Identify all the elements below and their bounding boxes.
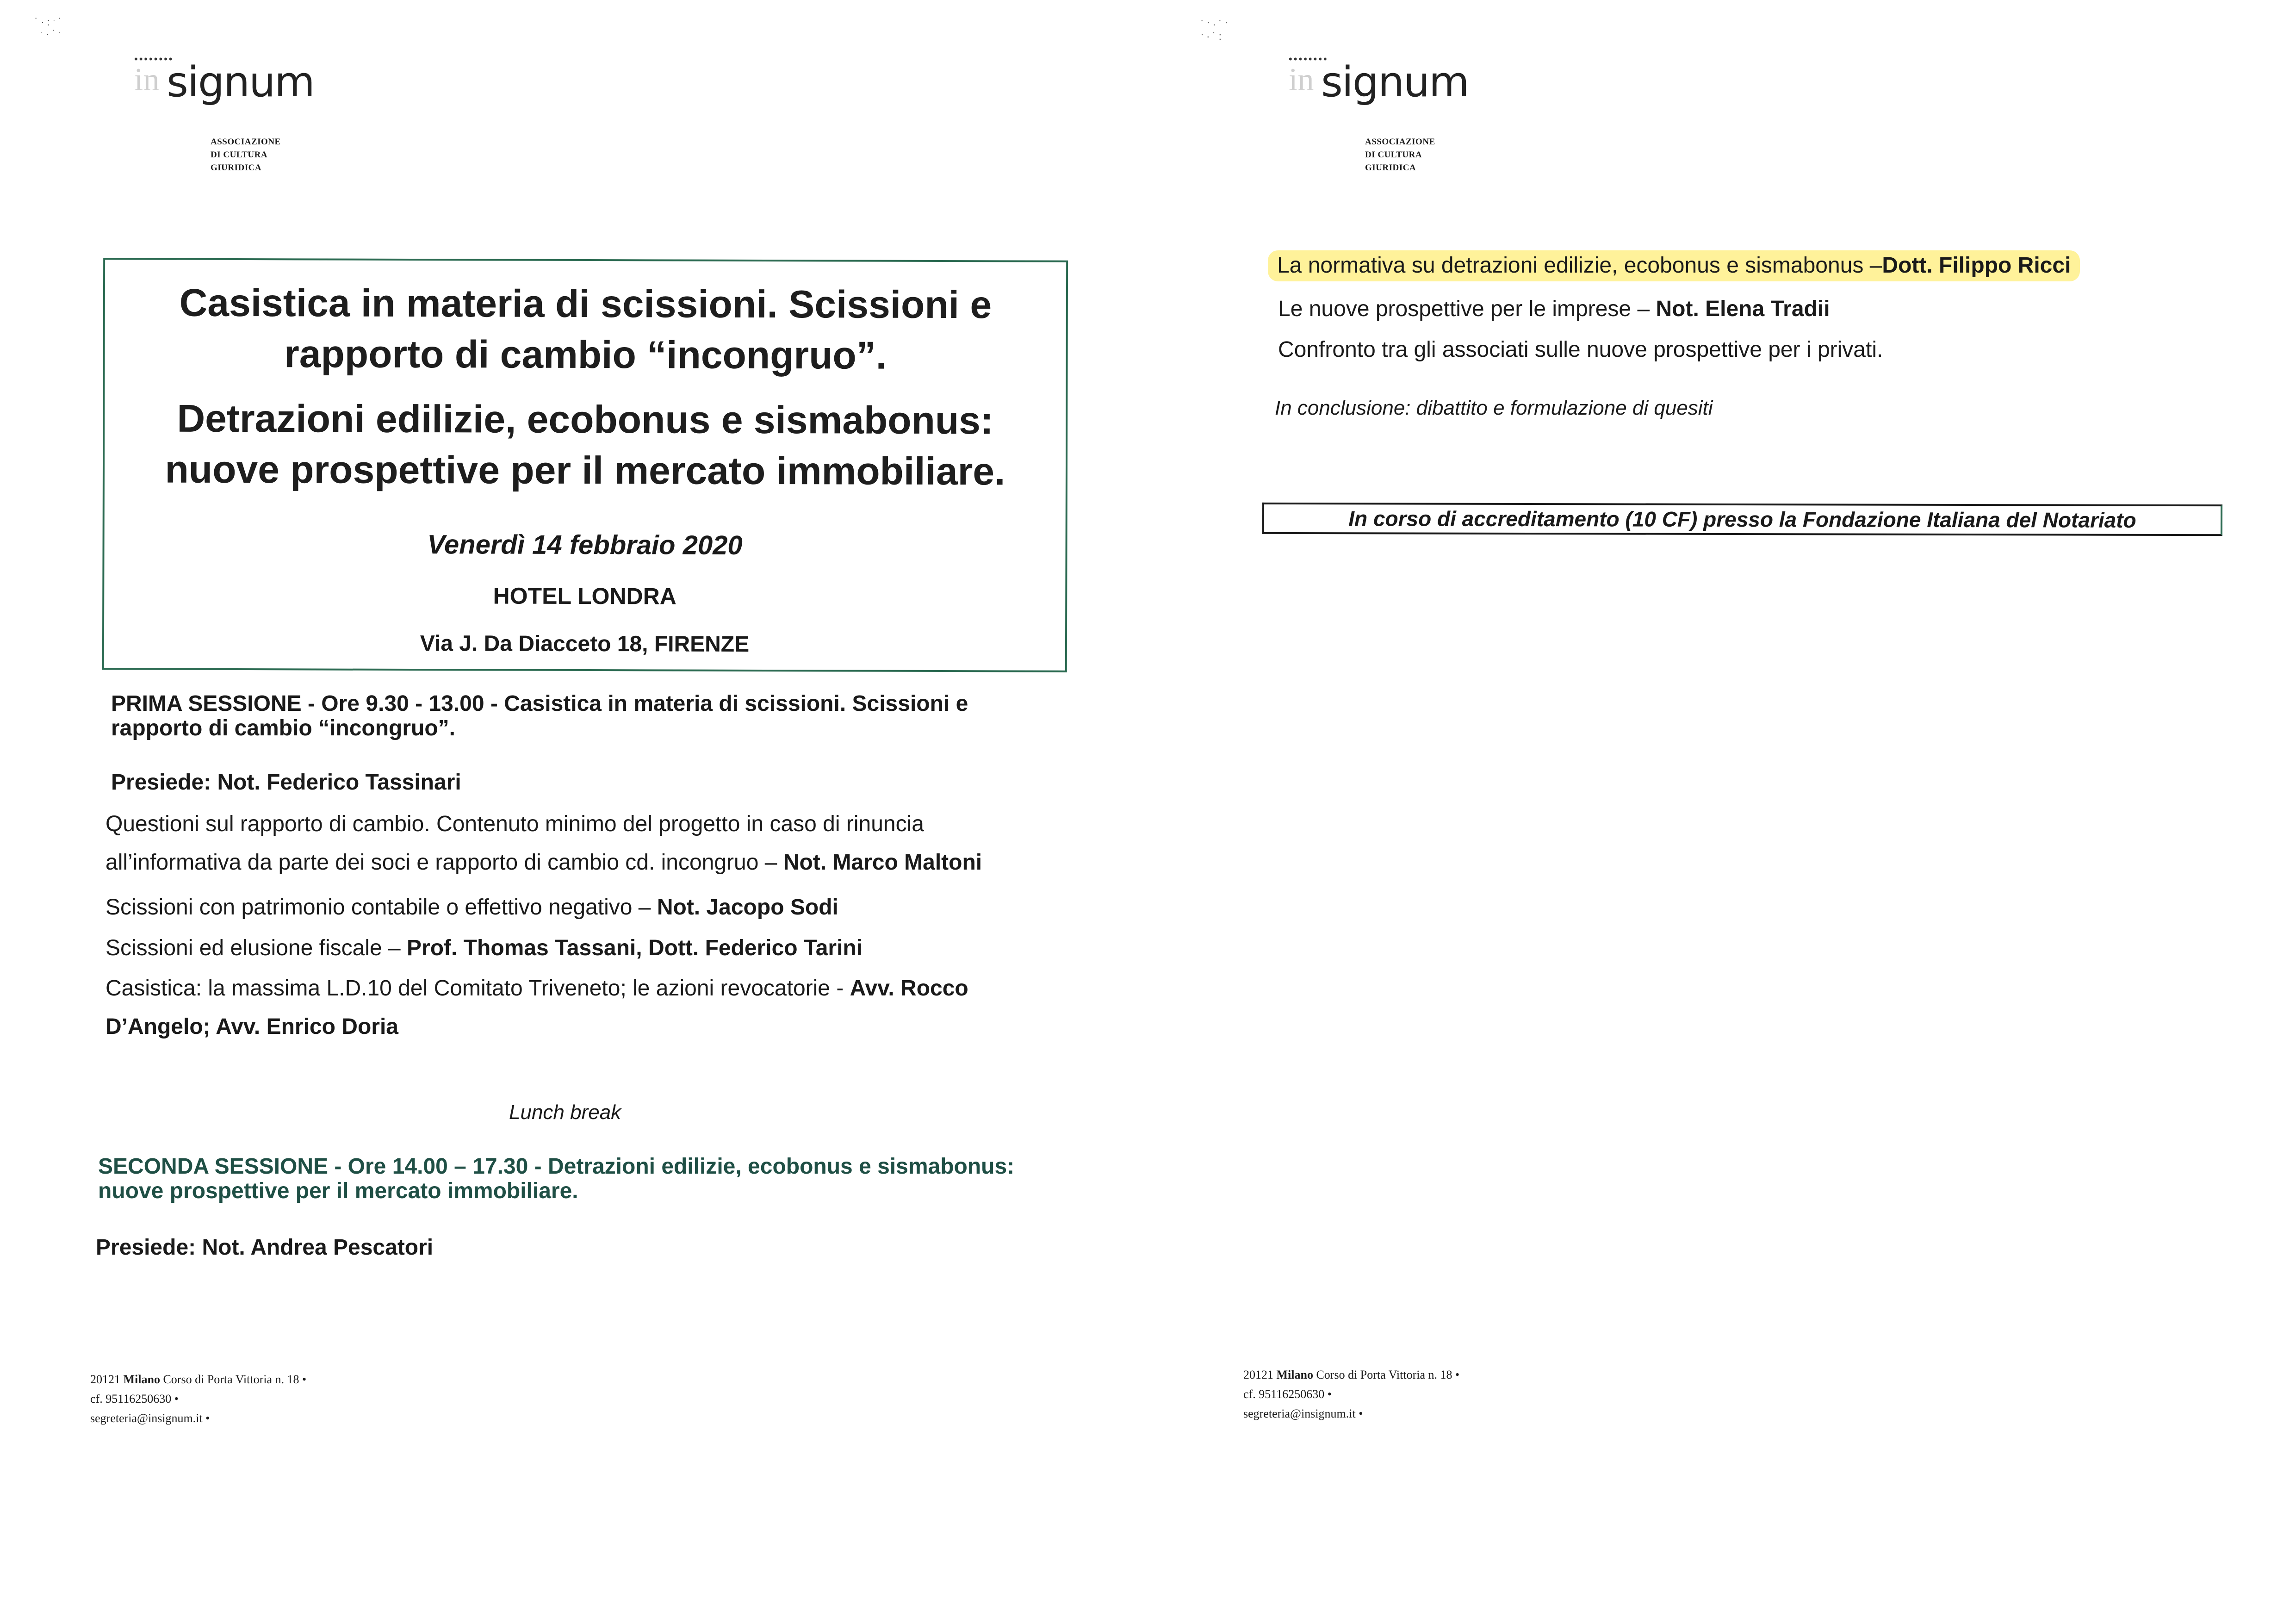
right-item1 <box>1268 254 2080 278</box>
event-date: Venerdì 14 febbraio 2020 <box>427 529 743 560</box>
session1-chair: Presiede: Not. Federico Tassinari <box>111 770 461 795</box>
footer-zip: 20121 <box>90 1373 124 1386</box>
left-footer <box>90 1370 306 1428</box>
footer-street: Corso di Porta Vittoria n. 18 • <box>160 1373 307 1386</box>
session2-chair: Presiede: Not. Andrea Pescatori <box>96 1235 434 1260</box>
session1-item4-speaker-2: D’Angelo; Avv. Enrico Doria <box>105 1014 398 1039</box>
lunch-break: Lunch break <box>509 1101 621 1124</box>
session1-item4 <box>105 976 968 1039</box>
footer-address <box>1243 1365 1459 1385</box>
session1-heading <box>111 692 1046 741</box>
session1-item1-line1: Questioni sul rapporto di cambio. Contenuto minimo del progetto in caso di rinuncia <box>105 812 924 836</box>
logo-subline-2: DI CULTURA GIURIDICA <box>1365 150 1422 173</box>
right-item2 <box>1278 297 1830 322</box>
session1-item4-speaker-1: Avv. Rocco <box>850 976 968 1001</box>
session1-item4-text: Casistica: la massima L.D.10 del Comitato Triveneto; le azioni revocatorie - <box>105 976 850 1001</box>
session2-heading-line1: SECONDA SESSIONE - Ore 14.00 – 17.30 - Detrazioni edilizie, ecobonus e sismabonus: <box>98 1154 1015 1179</box>
conclusion-note: In conclusione: dibattito e formulazione di quesiti <box>1275 397 1713 419</box>
scan-specks: ˙ˑ·˙ˑ ˑ·˙: <box>1201 19 1231 42</box>
accreditation-text: In corso di accreditamento (10 CF) presso la Fondazione Italiana del Notariato <box>1348 506 2136 532</box>
footer-cf: cf. 95116250630 • <box>1243 1387 1332 1401</box>
footer-cf: cf. 95116250630 • <box>90 1392 179 1405</box>
session1-heading-line2: rapporto di cambio “incongruo”. <box>111 715 455 740</box>
logo-dots: •••••••• <box>1289 53 1328 65</box>
logo-dots: •••••••• <box>134 53 174 65</box>
logo-wordmark: signum <box>167 58 314 106</box>
session1-item2 <box>105 895 838 920</box>
footer-email: segreteria@insignum.it • <box>90 1412 210 1425</box>
title-line-4: nuove prospettive per il mercato immobiliare. <box>165 447 1005 493</box>
session1-item4-line1 <box>105 976 968 1001</box>
logo-subline <box>211 136 281 174</box>
session1-heading-line1 <box>111 692 1046 716</box>
footer-city: Milano <box>1276 1368 1313 1381</box>
highlighted-item <box>1268 250 2080 281</box>
logo-subline-2: DI CULTURA GIURIDICA <box>211 150 267 173</box>
right-item2-speaker: Not. Elena Tradii <box>1656 297 1830 321</box>
session2-heading-line2: nuove prospettive per il mercato immobiliare. <box>98 1178 578 1203</box>
title-line-1: Casistica in materia di scissioni. Scissioni e <box>179 280 992 327</box>
session2-heading <box>98 1155 1033 1204</box>
logo-subline <box>1365 136 1435 174</box>
event-title-box <box>102 258 1068 672</box>
session1-item1 <box>105 812 1045 875</box>
right-footer <box>1243 1365 1459 1424</box>
logo-prefix: in <box>134 62 160 98</box>
logo-subline-1: ASSOCIAZIONE <box>211 137 281 147</box>
footer-address <box>90 1370 306 1389</box>
session1-item3 <box>105 936 863 961</box>
session1-heading-text-1: PRIMA SESSIONE - Ore 9.30 - 13.00 - Casistica in materia di scissioni. Scissioni e <box>111 691 968 716</box>
right-item1-speaker: Dott. Filippo Ricci <box>1882 253 2071 278</box>
session1-item1-text: all’informativa da parte dei soci e rapporto di cambio cd. incongruo – <box>105 850 783 875</box>
event-address: Via J. Da Diacceto 18, FIRENZE <box>420 631 750 657</box>
scan-specks: ˙·:ˑ˙ ˑ·˙ˑ <box>35 16 65 40</box>
right-item3: Confronto tra gli associati sulle nuove prospettive per i privati. <box>1278 337 1883 362</box>
right-item1-text: La normativa su detrazioni edilizie, ecobonus e sismabonus – <box>1277 253 1882 278</box>
footer-zip: 20121 <box>1243 1368 1277 1381</box>
footer-street: Corso di Porta Vittoria n. 18 • <box>1313 1368 1460 1381</box>
title-line-2: rapporto di cambio “incongruo”. <box>284 332 887 377</box>
accreditation-box <box>1262 503 2222 536</box>
event-venue: HOTEL LONDRA <box>493 583 676 609</box>
logo-wordmark: signum <box>1321 58 1469 106</box>
session1-item3-speaker: Prof. Thomas Tassani, Dott. Federico Tarini <box>407 936 863 960</box>
session1-item2-speaker: Not. Jacopo Sodi <box>657 895 838 920</box>
session1-item1-speaker: Not. Marco Maltoni <box>783 850 982 875</box>
session1-item2-text: Scissioni con patrimonio contabile o effettivo negativo – <box>105 895 657 920</box>
right-item2-text: Le nuove prospettive per le imprese – <box>1278 297 1656 321</box>
footer-city: Milano <box>123 1373 160 1386</box>
logo-prefix: in <box>1289 62 1314 98</box>
title-line-3: Detrazioni edilizie, ecobonus e sismabonus: <box>177 396 994 442</box>
logo-subline-1: ASSOCIAZIONE <box>1365 137 1435 147</box>
session1-item3-text: Scissioni ed elusione fiscale – <box>105 936 407 960</box>
footer-email: segreteria@insignum.it • <box>1243 1407 1363 1420</box>
session1-item1-line2 <box>105 851 1045 875</box>
